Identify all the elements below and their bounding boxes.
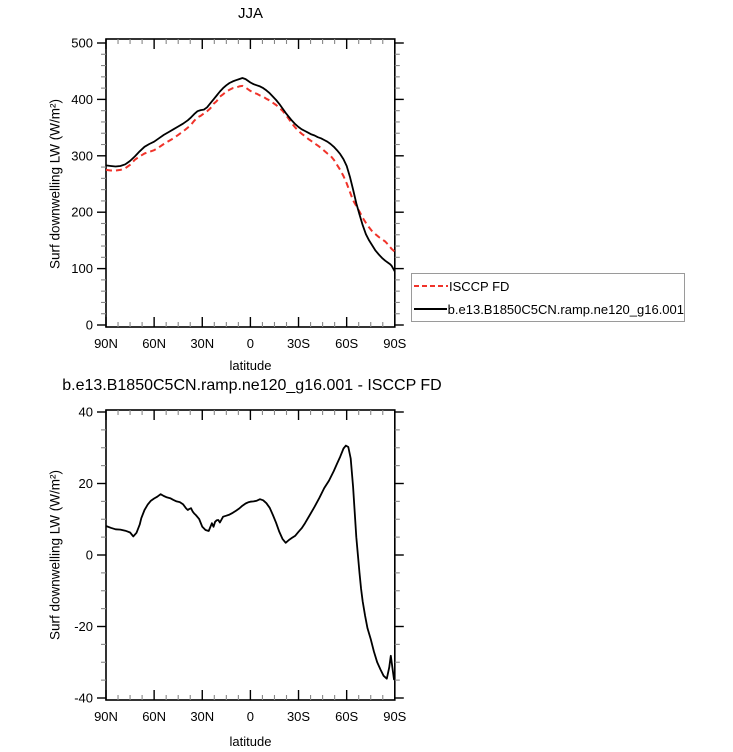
x-tick-label: 30S — [286, 709, 311, 724]
plot-frame — [106, 410, 395, 700]
y-tick-label: 100 — [71, 261, 93, 277]
y-tick-label: -20 — [74, 619, 93, 634]
x-tick-label: 0 — [246, 709, 255, 724]
y-tick-label: 400 — [71, 91, 93, 107]
x-tick-label: 90N — [94, 336, 118, 351]
y-tick-label: 0 — [85, 547, 93, 563]
legend-entry-label: b.e13.B1850C5CN.ramp.ne120_g16.001 — [447, 301, 684, 317]
y-tick-label: -40 — [74, 690, 93, 706]
x-tick-label: 0 — [246, 336, 255, 351]
y-tick-label: 500 — [71, 35, 93, 51]
y-tick-label: 200 — [71, 204, 93, 220]
legend-entry — [414, 298, 684, 321]
x-tick-label: 90S — [383, 336, 407, 351]
legend-entry — [414, 275, 684, 298]
bottom-chart-ylabel: Surf downwelling LW (W/m²) — [47, 469, 63, 641]
x-tick-label: 60N — [142, 336, 167, 351]
bottom-chart-title: b.e13.B1850C5CN.ramp.ne120_g16.001 - ISCCP FD — [62, 377, 442, 394]
series-line — [106, 78, 395, 271]
top-chart-title: JJA — [237, 5, 263, 22]
bottom-chart-xlabel: latitude — [229, 734, 272, 749]
legend-dashed-line-sample — [414, 283, 448, 289]
series-line — [106, 446, 395, 680]
x-tick-label: 30N — [190, 709, 215, 724]
series-line — [106, 86, 395, 252]
x-tick-label: 30N — [190, 336, 215, 351]
y-tick-label: 0 — [85, 317, 93, 333]
x-tick-label: 60S — [335, 336, 359, 351]
legend-entry-label: ISCCP FD — [449, 278, 510, 294]
legend-solid-line-sample — [414, 306, 447, 312]
chart — [74, 405, 406, 725]
x-tick-label: 60S — [335, 709, 359, 724]
top-chart-xlabel: latitude — [229, 358, 272, 373]
top-chart-ylabel: Surf downwelling LW (W/m²) — [47, 98, 63, 270]
chart — [71, 36, 406, 352]
legend-box — [411, 273, 685, 322]
x-tick-label: 30S — [286, 336, 311, 351]
y-tick-label: 300 — [71, 148, 93, 164]
x-tick-label: 90S — [383, 709, 407, 724]
y-tick-label: 40 — [78, 404, 93, 420]
y-tick-label: 20 — [78, 476, 93, 491]
x-tick-label: 90N — [94, 709, 118, 724]
x-tick-label: 60N — [142, 709, 167, 724]
